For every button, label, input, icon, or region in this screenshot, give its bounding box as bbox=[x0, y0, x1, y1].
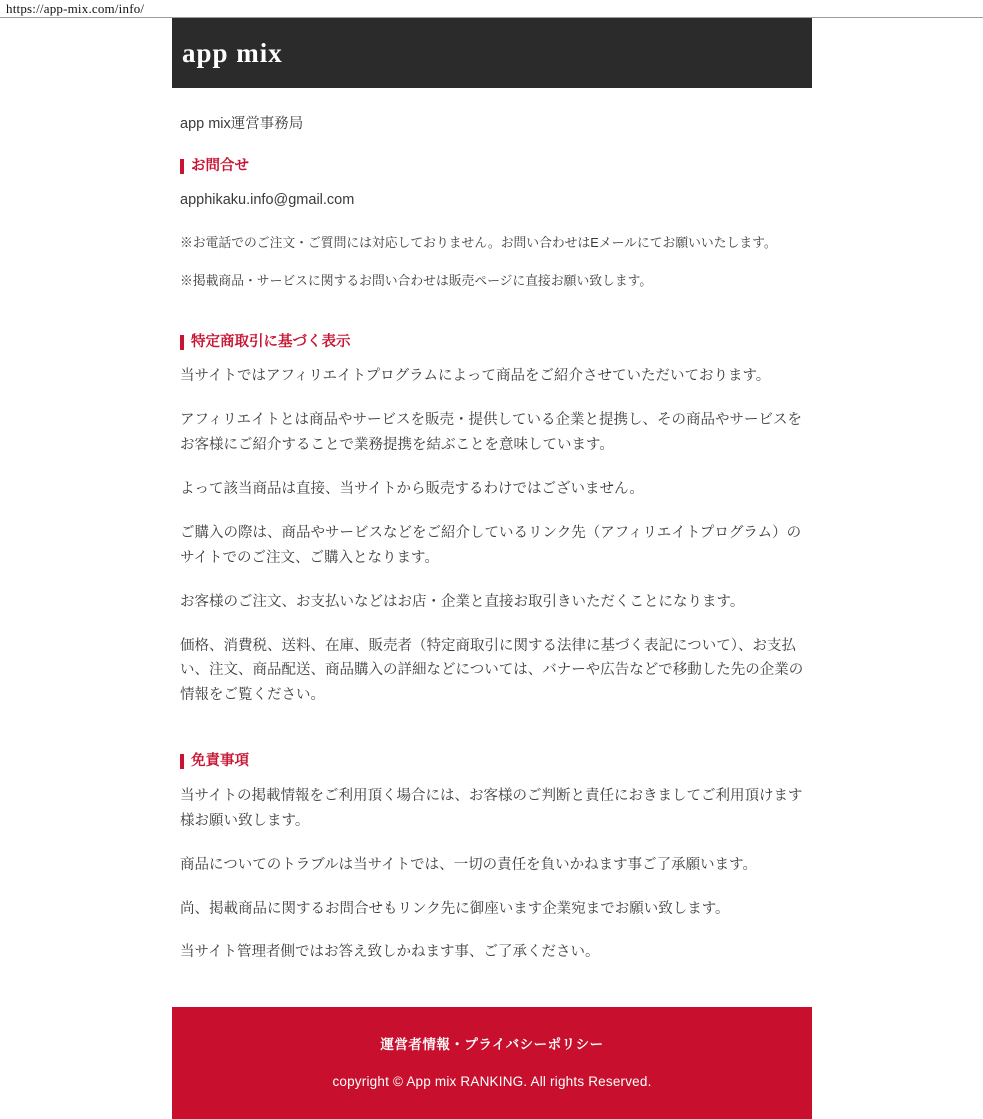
footer-policy-link[interactable]: 運営者情報・プライバシーポリシー bbox=[380, 1037, 604, 1053]
section-heading-contact: お問合せ bbox=[180, 158, 804, 175]
section-heading-commercial-transactions: 特定商取引に基づく表示 bbox=[180, 334, 804, 351]
disclaimer-paragraph-3: 尚、掲載商品に関するお問合せもリンク先に御座います企業宛までお願い致します。 bbox=[180, 900, 730, 917]
contact-note-2: ※掲載商品・サービスに関するお問い合わせは販売ページに直接お願い致します。 bbox=[180, 272, 653, 288]
contact-email-link[interactable]: apphikaku.info@gmail.com bbox=[180, 192, 355, 209]
commercial-paragraph-1: 当サイトではアフィリエイトプログラムによって商品をご紹介させていただいております。 bbox=[180, 367, 771, 384]
disclaimer-paragraph-1: 当サイトの掲載情報をご利用頂く場合には、お客様のご判断と責任におきましてご利用頂けます様お願い致します。 bbox=[180, 787, 803, 829]
spacer-2 bbox=[180, 727, 804, 753]
url-text: https://app-mix.com/info/ bbox=[6, 0, 145, 16]
contact-note-1: ※お電話でのご注文・ご質問には対応しておりません。お問い合わせはEメールにてお願いいたします。 bbox=[180, 235, 777, 251]
org-name: app mix運営事務局 bbox=[180, 116, 304, 132]
browser-url-bar[interactable] bbox=[0, 0, 983, 18]
main-content bbox=[172, 88, 812, 965]
commercial-paragraph-5: お客様のご注文、お支払いなどはお店・企業と直接お取引きいただくことになります。 bbox=[180, 593, 745, 610]
commercial-paragraph-4: ご購入の際は、商品やサービスなどをご紹介しているリンク先（アフィリエイトプログラム）のサイトでのご注文、ご購入となります。 bbox=[180, 524, 802, 566]
footer-copyright: copyright © App mix RANKING. All rights Reserved. bbox=[332, 1074, 652, 1090]
commercial-paragraph-3: よって該当商品は直接、当サイトから販売するわけではございません。 bbox=[180, 480, 644, 497]
site-footer bbox=[172, 1007, 812, 1119]
disclaimer-paragraph-2: 商品についてのトラブルは当サイトでは、一切の責任を負いかねます事ご了承願います。 bbox=[180, 856, 757, 873]
site-header bbox=[172, 18, 812, 88]
page-canvas bbox=[0, 18, 983, 1090]
commercial-paragraph-2: アフィリエイトとは商品やサービスを販売・提供している企業と提携し、その商品やサービスをお客様にご紹介することで業務提携を結ぶことを意味しています。 bbox=[180, 411, 803, 453]
spacer-1 bbox=[180, 308, 804, 334]
commercial-paragraph-6: 価格、消費税、送料、在庫、販売者（特定商取引に関する法律に基づく表記について）、お支払い、注文、商品配送、商品購入の詳細などについては、バナーや広告などで移動した先の企業の情報をご覧ください。 bbox=[180, 637, 804, 704]
contact-email-line bbox=[180, 188, 804, 213]
disclaimer-paragraph-4: 当サイト管理者側ではお答え致しかねます事、ご了承ください。 bbox=[180, 944, 600, 961]
site-container bbox=[172, 18, 812, 1119]
site-logo[interactable]: app mix bbox=[182, 37, 283, 68]
section-heading-disclaimer: 免責事項 bbox=[180, 753, 804, 770]
